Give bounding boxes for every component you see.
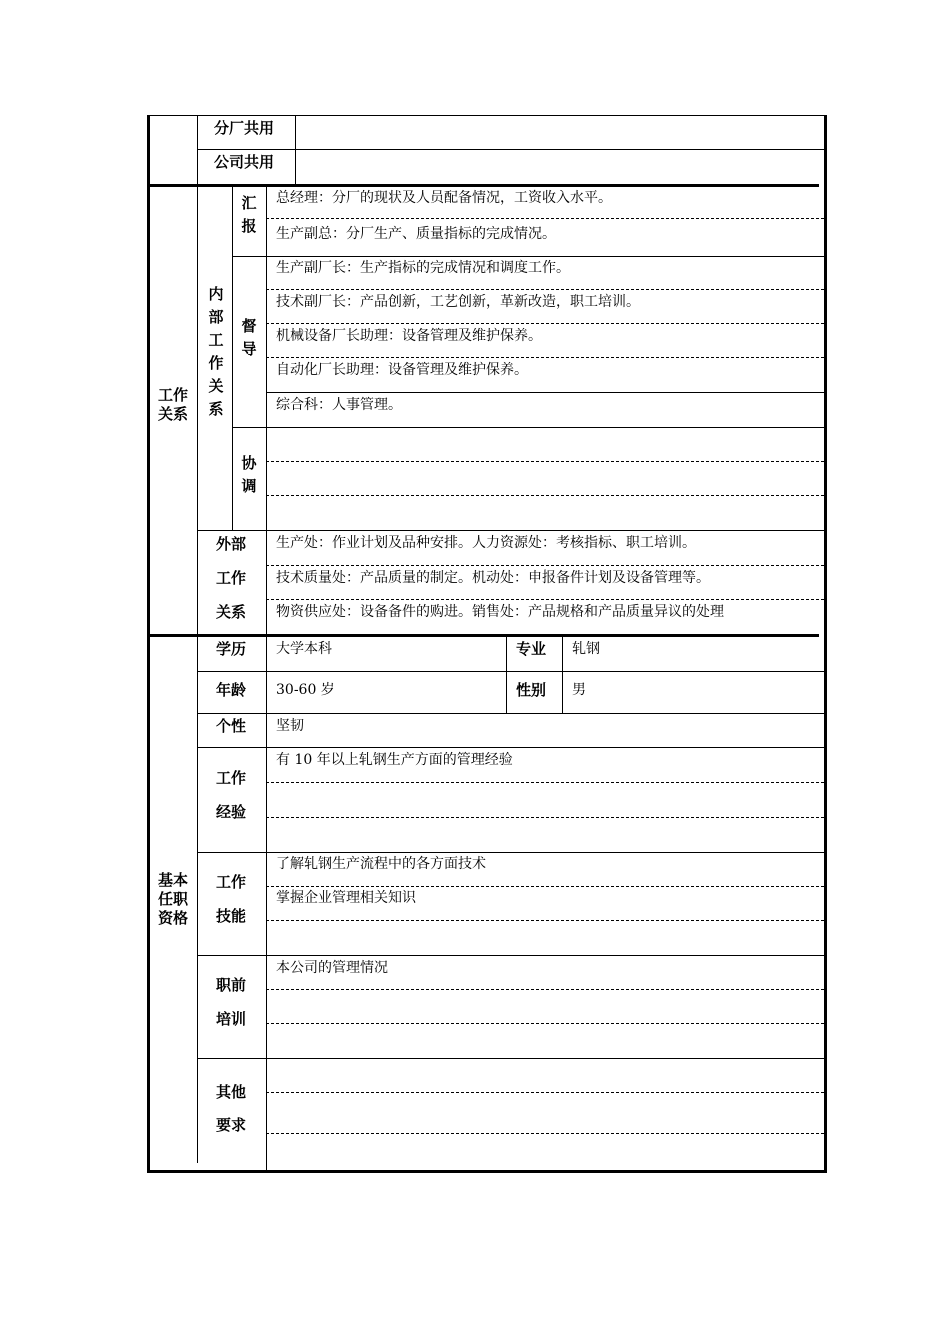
report-item-2: 生产副总：分厂生产、质量指标的完成情况。 — [276, 226, 556, 242]
internal-relations-label: 内部工作关系 — [208, 285, 224, 418]
branch-shared-label: 分厂共用 — [214, 119, 275, 137]
row-line-training — [197, 955, 824, 956]
supervise-item-3: 机械设备厂长助理：设备管理及维护保养。 — [276, 328, 542, 344]
report-item-1: 总经理：分厂的现状及人员配备情况，工资收入水平。 — [276, 190, 612, 206]
dash-line — [266, 565, 824, 566]
dash-line — [266, 357, 824, 358]
right-border — [824, 115, 827, 1173]
report-label: 汇报 — [241, 194, 257, 235]
row-line-experience — [197, 747, 824, 748]
divider-col-internal — [232, 185, 233, 530]
training-item-1: 本公司的管理情况 — [276, 960, 388, 976]
gender-label: 性别 — [516, 681, 547, 699]
qualifications-section-label: 基本任职资格 — [157, 871, 188, 927]
supervise-item-4: 自动化厂长助理：设备管理及维护保养。 — [276, 362, 528, 378]
training-label-1: 职前 — [216, 976, 247, 994]
dash-line — [266, 495, 824, 496]
gender-value: 男 — [572, 682, 586, 698]
external-item-3: 物资供应处：设备备件的购进。销售处：产品规格和产品质量异议的处理 — [276, 604, 724, 620]
row-line-other — [197, 1058, 824, 1059]
row-line-skills — [197, 852, 824, 853]
row-line-age — [197, 671, 824, 672]
age-label: 年龄 — [216, 681, 247, 699]
other-label-2: 要求 — [216, 1116, 247, 1134]
supervise-label: 督导 — [241, 317, 257, 358]
row-line-company — [197, 149, 824, 150]
age-value: 30-60 岁 — [276, 682, 335, 698]
row-line-coordinate — [232, 427, 824, 428]
training-label-2: 培训 — [216, 1010, 247, 1028]
external-label-1: 外部 — [216, 535, 247, 553]
left-border — [147, 115, 150, 1173]
row-line-personality — [197, 713, 824, 714]
divider-col-2-top — [295, 115, 296, 185]
skills-item-2: 掌握企业管理相关知识 — [276, 890, 416, 906]
section-line-qualifications — [150, 634, 819, 637]
education-label: 学历 — [216, 640, 247, 658]
company-shared-label: 公司共用 — [214, 153, 275, 171]
divider-major — [506, 636, 507, 713]
personality-label: 个性 — [216, 717, 247, 735]
skills-label-1: 工作 — [216, 873, 247, 891]
dash-line — [266, 817, 824, 818]
dash-line — [266, 1023, 824, 1024]
work-relations-section-label: 工作关系 — [157, 386, 188, 423]
dash-line — [266, 989, 824, 990]
divider-col-1 — [197, 115, 198, 1163]
external-label-3: 关系 — [216, 603, 247, 621]
row-line-supervise — [232, 256, 824, 257]
top-border — [150, 115, 824, 116]
supervise-item-5: 综合科：人事管理。 — [276, 397, 402, 413]
other-label-1: 其他 — [216, 1083, 247, 1101]
dash-line — [266, 1092, 824, 1093]
dash-line — [266, 289, 824, 290]
row-line-super-4 — [266, 392, 824, 393]
education-value: 大学本科 — [276, 641, 332, 657]
skills-label-2: 技能 — [216, 907, 247, 925]
dash-line — [266, 323, 824, 324]
external-label-2: 工作 — [216, 569, 247, 587]
dash-line — [266, 782, 824, 783]
external-item-2: 技术质量处：产品质量的制定。机动处：申报备件计划及设备管理等。 — [276, 570, 710, 586]
skills-item-1: 了解轧钢生产流程中的各方面技术 — [276, 856, 486, 872]
personality-value: 坚韧 — [276, 718, 304, 734]
dash-line — [266, 599, 824, 600]
dash-line — [266, 218, 824, 219]
dash-line — [266, 1133, 824, 1134]
experience-label-2: 经验 — [216, 803, 247, 821]
external-item-1: 生产处：作业计划及品种安排。人力资源处：考核指标、职工培训。 — [276, 535, 696, 551]
major-value: 轧钢 — [572, 641, 600, 657]
major-label: 专业 — [516, 640, 547, 658]
dash-line — [266, 886, 824, 887]
supervise-item-2: 技术副厂长：产品创新，工艺创新，革新改造，职工培训。 — [276, 294, 640, 310]
experience-label-1: 工作 — [216, 769, 247, 787]
section-line-relations — [150, 184, 819, 187]
supervise-item-1: 生产副厂长：生产指标的完成情况和调度工作。 — [276, 260, 570, 276]
divider-major-value — [562, 636, 563, 713]
bottom-border — [150, 1170, 827, 1173]
dash-line — [266, 920, 824, 921]
coordinate-label: 协调 — [241, 454, 257, 495]
experience-item-1: 有 10 年以上轧钢生产方面的管理经验 — [276, 752, 513, 768]
row-line-external — [197, 530, 824, 531]
dash-line — [266, 461, 824, 462]
